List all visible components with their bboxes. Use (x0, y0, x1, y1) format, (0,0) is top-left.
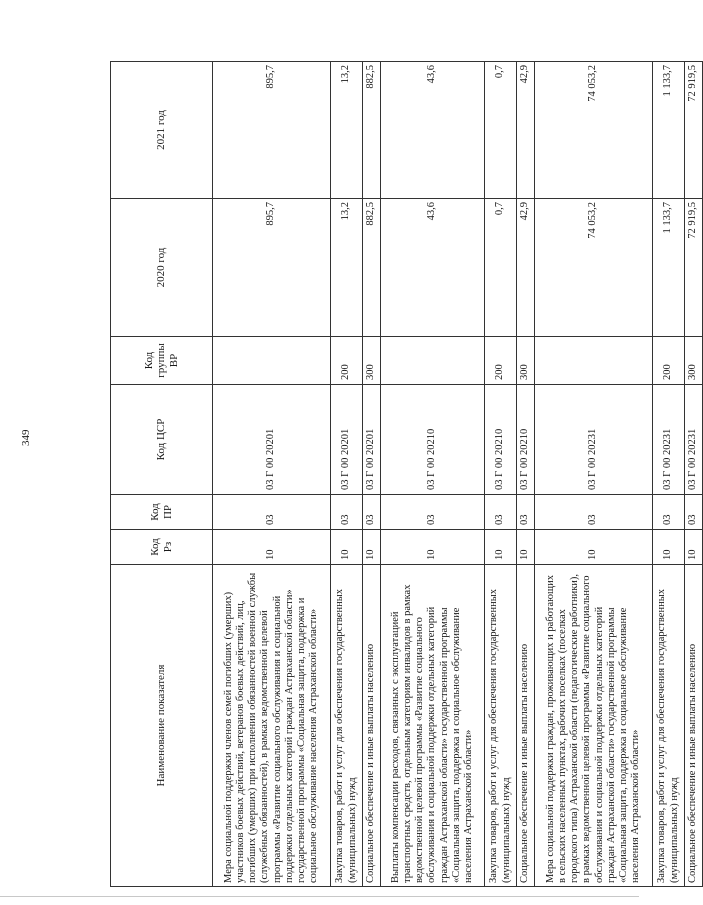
cell-vr: 200 (331, 337, 363, 385)
budget-table (110, 61, 703, 887)
cell-2021: 42,9 (517, 62, 535, 199)
page-number: 349 (20, 429, 32, 446)
header-name: Наименование показателя (111, 565, 213, 887)
table-row (653, 62, 685, 887)
cell-vr: 300 (363, 337, 381, 385)
cell-2021: 0,7 (485, 62, 517, 199)
cell-rz: 10 (331, 530, 363, 565)
cell-rz: 10 (363, 530, 381, 565)
cell-2020: 13,2 (331, 199, 363, 337)
table-row (685, 62, 703, 887)
cell-name: Мера социальной поддержки граждан, проживающих и работающих в сельских населенных пунктах, рабочих поселках (поселках городского типа) Астраханской области (педагогические работники), в рамках ведомственной целевой программы «Развитие социального обслуживания и социальной поддержки отдельных категорий граждан Астраханской области» государственной программы «Социальная защита, поддержка и социальное обслуживание населения Астраханской области» (535, 565, 653, 887)
cell-csr: 03 Г 00 20201 (213, 385, 331, 495)
cell-vr (381, 337, 485, 385)
cell-vr: 300 (517, 337, 535, 385)
header-2021: 2021 год (111, 62, 213, 199)
cell-csr: 03 Г 00 20210 (485, 385, 517, 495)
cell-name: Закупка товаров, работ и услуг для обеспечения государственных (муниципальных) нужд (653, 565, 685, 887)
table-row (381, 62, 485, 887)
header-pr: Код ПР (111, 495, 213, 530)
cell-2021: 895,7 (213, 62, 331, 199)
cell-vr (535, 337, 653, 385)
cell-vr: 200 (653, 337, 685, 385)
rotated-table-container (110, 61, 703, 887)
table-header-row (111, 62, 213, 887)
cell-2021: 882,5 (363, 62, 381, 199)
cell-pr: 03 (535, 495, 653, 530)
cell-2020: 0,7 (485, 199, 517, 337)
cell-2021: 13,2 (331, 62, 363, 199)
cell-rz: 10 (685, 530, 703, 565)
cell-csr: 03 Г 00 20201 (331, 385, 363, 495)
cell-pr: 03 (653, 495, 685, 530)
cell-rz: 10 (485, 530, 517, 565)
cell-csr: 03 Г 00 20210 (381, 385, 485, 495)
cell-csr: 03 Г 00 20231 (535, 385, 653, 495)
cell-rz: 10 (535, 530, 653, 565)
cell-csr: 03 Г 00 20201 (363, 385, 381, 495)
cell-2020: 1 133,7 (653, 199, 685, 337)
cell-name: Социальное обеспечение и иные выплаты населению (363, 565, 381, 887)
table-row (485, 62, 517, 887)
cell-pr: 03 (331, 495, 363, 530)
cell-name: Выплаты компенсации расходов, связанных с эксплуатацией транспортных средств, отдельным категориям инвалидов в рамках ведомственной целевой программы «Развитие социального обслуживания и социальной поддержки отдельных категорий граждан Астраханской области» государственной программы «Социальная защита, поддержка и социальное обслуживание населения Астраханской области» (381, 565, 485, 887)
cell-name: Мера социальной поддержки членов семей погибших (умерших) участников боевых действий, ветеранов боевых действий, лиц, погибших (умерших) при исполнении обязанностей военной службы (служебных обязанностей), в рамках ведомственной целевой программы «Развитие социального обслуживания и социальной поддержки отдельных категорий граждан Астраханской области» государственной программы «Социальная защита, поддержка и социальное обслуживание населения Астраханской области» (213, 565, 331, 887)
table-row (517, 62, 535, 887)
cell-pr: 03 (381, 495, 485, 530)
cell-2021: 72 919,5 (685, 62, 703, 199)
table-row (213, 62, 331, 887)
cell-vr (213, 337, 331, 385)
cell-rz: 10 (381, 530, 485, 565)
cell-pr: 03 (517, 495, 535, 530)
cell-pr: 03 (363, 495, 381, 530)
header-csr: Код ЦСР (111, 385, 213, 495)
cell-2020: 882,5 (363, 199, 381, 337)
cell-2020: 42,9 (517, 199, 535, 337)
cell-rz: 10 (653, 530, 685, 565)
cell-2021: 74 053,2 (535, 62, 653, 199)
header-2020: 2020 год (111, 199, 213, 337)
cell-pr: 03 (685, 495, 703, 530)
cell-vr: 200 (485, 337, 517, 385)
header-rz: Код Рз (111, 530, 213, 565)
cell-vr: 300 (685, 337, 703, 385)
cell-2020: 74 053,2 (535, 199, 653, 337)
cell-pr: 03 (485, 495, 517, 530)
cell-2021: 43,6 (381, 62, 485, 199)
table-row (331, 62, 363, 887)
cell-2020: 895,7 (213, 199, 331, 337)
table-row (363, 62, 381, 887)
cell-name: Социальное обеспечение и иные выплаты населению (685, 565, 703, 887)
cell-csr: 03 Г 00 20231 (653, 385, 685, 495)
cell-rz: 10 (213, 530, 331, 565)
cell-pr: 03 (213, 495, 331, 530)
cell-2020: 43,6 (381, 199, 485, 337)
cell-name: Закупка товаров, работ и услуг для обеспечения государственных (муниципальных) нужд (331, 565, 363, 887)
scan-edge-line (0, 896, 639, 897)
header-vr: Код группы ВР (111, 337, 213, 385)
cell-rz: 10 (517, 530, 535, 565)
cell-2021: 1 133,7 (653, 62, 685, 199)
cell-csr: 03 Г 00 20210 (517, 385, 535, 495)
table-row (535, 62, 653, 887)
cell-name: Закупка товаров, работ и услуг для обеспечения государственных (муниципальных) нужд (485, 565, 517, 887)
cell-name: Социальное обеспечение и иные выплаты населению (517, 565, 535, 887)
cell-2020: 72 919,5 (685, 199, 703, 337)
cell-csr: 03 Г 00 20231 (685, 385, 703, 495)
